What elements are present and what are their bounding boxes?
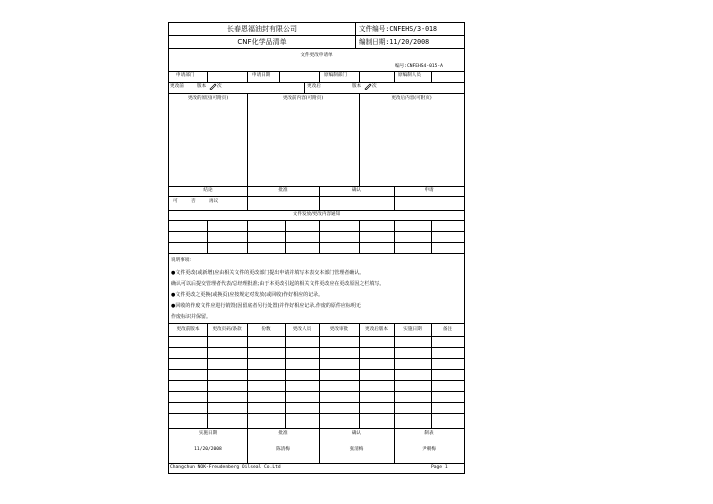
signoff-prepare-label: 制表 xyxy=(424,431,434,436)
signoff-approve-value: 陈清梅 xyxy=(276,447,290,452)
col-reason: 更改的原因(可附页) xyxy=(187,96,229,101)
form-sheet xyxy=(168,22,465,474)
note-line-1: ●文件更改(或新增)应由相关文件的更改部门提出申请并填写本表交本部门管理者确认。 xyxy=(171,270,365,276)
label-version-after: 版本 xyxy=(352,84,362,89)
label-version-before: 版本 xyxy=(197,84,207,89)
approval-apply: 申请 xyxy=(424,188,434,193)
notes-heading: 说明事项: xyxy=(171,258,191,263)
hist-col-6: 更改后版本 xyxy=(365,327,388,332)
label-apply-date: 申请日期 xyxy=(252,73,271,78)
note-line-3: ●文件更改之更换(或换页)应按规定对发放(或回收)作好相应的记录。 xyxy=(171,292,324,298)
label-times-after: 次 xyxy=(372,84,377,89)
option-reconsider: 再议 xyxy=(209,199,219,204)
approval-approve: 批准 xyxy=(278,188,288,193)
header-row-1 xyxy=(169,23,464,35)
signoff-confirm-value: 张清梅 xyxy=(349,447,364,452)
signoff-prepare-value: 尹朝梅 xyxy=(422,447,436,452)
hist-col-1: 更改前版本 xyxy=(176,327,200,332)
signoff-confirm-label: 确认 xyxy=(351,431,362,436)
option-yes: 可 xyxy=(173,199,178,204)
note-line-4: ●回收的作废文件应进行销毁(因留底者另行处置)并作好相应记录,作废的原件应标明无 xyxy=(171,303,361,309)
header-row-2 xyxy=(169,36,464,48)
label-apply-dept: 申请部门 xyxy=(176,73,195,78)
signoff-date-value: 11/20/2008 xyxy=(194,447,222,452)
edit-date: 编制日期:11/20/2008 xyxy=(359,38,430,46)
hist-col-8: 备注 xyxy=(442,327,453,332)
doc-number: 文件编号:CNFEHS/3-018 xyxy=(359,25,437,33)
label-before: 更改前 xyxy=(170,84,184,89)
hist-col-4: 更改人员 xyxy=(292,327,312,332)
form-name: CNF化学品清单 xyxy=(169,36,356,48)
col-before: 更改前内容(可附页) xyxy=(282,96,324,101)
label-orig-staff: 原编制人员 xyxy=(398,73,421,78)
approval-confirm: 确认 xyxy=(351,188,362,193)
hist-col-3: 份数 xyxy=(261,327,271,332)
label-times-before: 次 xyxy=(217,84,222,89)
footer-company: Changchun NOK-Freudenberg Oilseal Co.Ltd xyxy=(170,465,281,470)
company-name: 长春恩福油封有限公司 xyxy=(169,23,356,35)
hist-col-5: 更改审批 xyxy=(329,327,349,332)
form-code: 编号:CNFEHS4-015-A xyxy=(395,64,443,69)
approval-conclusion: 结论 xyxy=(203,188,213,193)
footer-page: Page 1 xyxy=(431,465,448,470)
hist-col-7: 实施日期 xyxy=(403,327,422,332)
distribution-title: 文件发放/更改内容通知 xyxy=(292,212,341,217)
note-line-2: 确认可以后提交管理者代表/总经理批准;由于本更改引起的相关文件更改应在更改原因之栏填写。 xyxy=(171,281,385,287)
signoff-date-label: 实施日期 xyxy=(198,431,218,436)
form-title: 文件更改申请单 xyxy=(300,53,333,58)
label-orig-dept: 原编制部门 xyxy=(324,73,347,78)
pencil-icon xyxy=(209,83,217,93)
label-after: 更改后 xyxy=(307,84,321,89)
pencil-icon xyxy=(364,83,372,93)
col-after: 更改后内容(可附页) xyxy=(391,96,432,101)
note-line-5: 作废标识并保留。 xyxy=(171,314,212,320)
option-no: 否 xyxy=(191,199,196,204)
hist-col-2: 更改页码/条款 xyxy=(212,327,242,332)
signoff-approve-label: 批准 xyxy=(278,431,288,436)
